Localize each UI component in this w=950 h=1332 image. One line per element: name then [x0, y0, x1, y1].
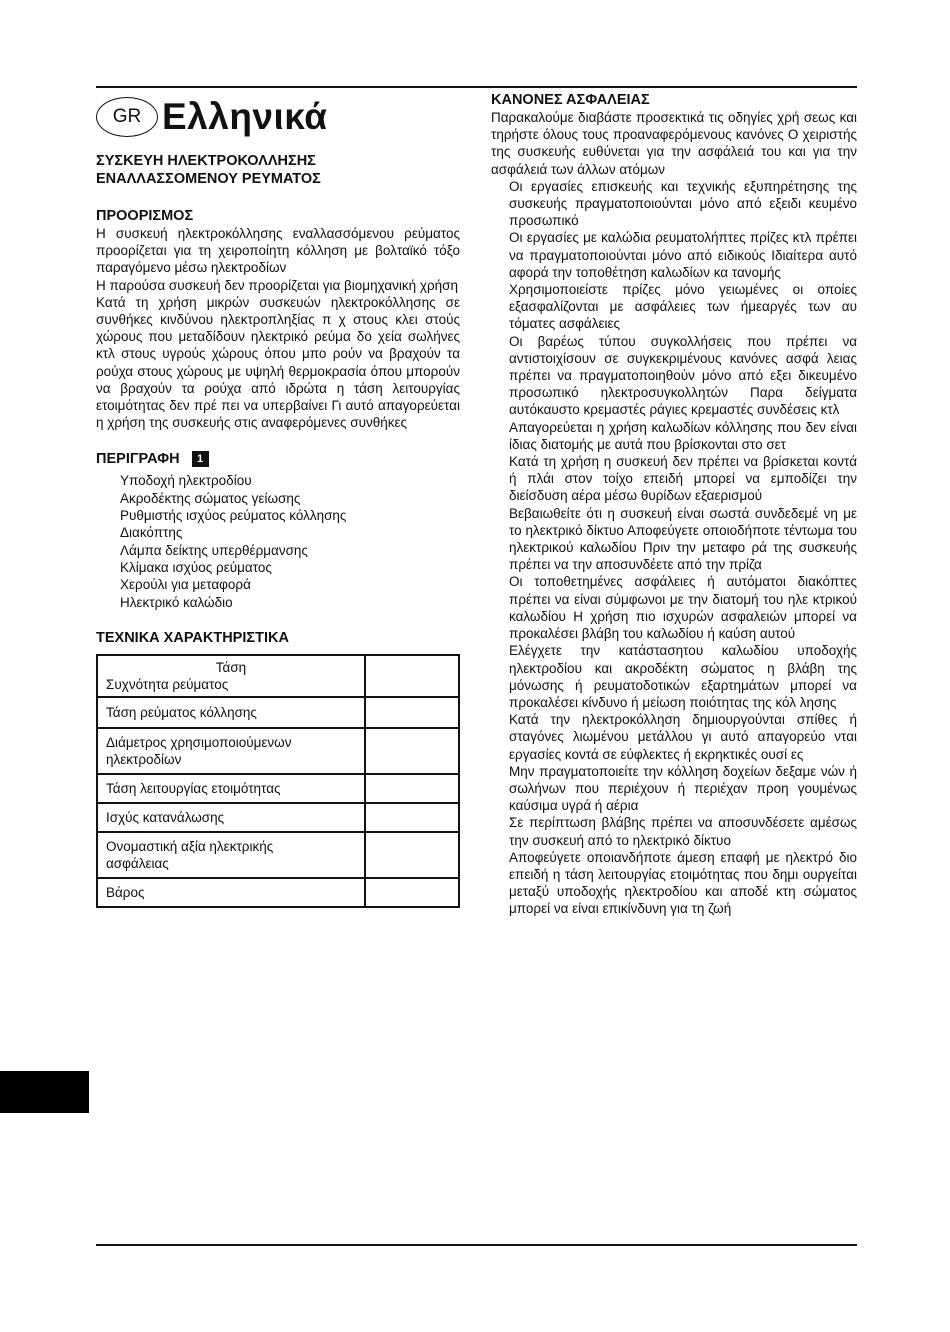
- purpose-section: [96, 207, 460, 431]
- description-item: Υποδοχή ηλεκτροδίου: [120, 473, 252, 489]
- device-title-line: ΕΝΑΛΛΑΣΣΟΜΕΝΟΥ ΡΕΥΜΑΤΟΣ: [96, 171, 321, 187]
- safety-heading: ΚΑΝΟΝΕΣ ΑΣΦΑΛΕΙΑΣ: [491, 92, 650, 108]
- spec-label-line: Διάμετρος χρησιμοποιούμενων: [106, 734, 292, 750]
- top-rule: [96, 86, 857, 88]
- safety-rules-list: [509, 178, 857, 918]
- spec-label-line: Τάση: [215, 659, 247, 675]
- description-item: Διακόπτης: [120, 525, 183, 541]
- description-item: Ακροδέκτης σώματος γείωσης: [120, 490, 301, 506]
- spec-label: [97, 697, 365, 728]
- description-item: Ρυθμιστής ισχύος ρεύματος κόλλησης: [120, 508, 347, 524]
- bottom-rule: [96, 1244, 857, 1246]
- safety-intro: Παρακαλούμε διαβάστε προσεκτικά τις οδηγίες χρή σεως και τηρήστε όλους τους προαναφερόμενους κανόνες Ο χειριστής της συσκευής ευθύνεται για την ασφάλειά του και για την ασφάλειά των άλλων ατόμων: [491, 110, 857, 177]
- spec-value: [365, 803, 459, 832]
- language-code-badge: GR: [96, 97, 158, 137]
- spec-label: [97, 803, 365, 832]
- spec-label-line: Συχνότητα ρεύματος: [106, 676, 229, 692]
- spec-value: [365, 774, 459, 803]
- spec-value: [365, 878, 459, 907]
- safety-rule: Οι εργασίες επισκευής και τεχνικής εξυπηρέτησης της συσκευής πραγματοποιούνται μόνο από εξειδι κευμένο προσωπικό: [509, 178, 857, 229]
- description-item: Χερούλι για μεταφορά: [120, 577, 251, 593]
- purpose-paragraph: Η παρούσα συσκευή δεν προορίζεται για βιομηχανική χρήση: [96, 277, 458, 293]
- spec-label: [97, 728, 365, 774]
- description-item: Ηλεκτρικό καλώδιο: [120, 594, 233, 610]
- language-title: Ελληνικά: [162, 96, 328, 137]
- safety-rule: Απαγορεύεται η χρήση καλωδίων κόλλησης που δεν είναι ίδιας διατομής με αυτά που βρίσκονται στο σετ: [509, 419, 857, 452]
- description-item: Λάμπα δείκτης υπερθέρμανσης: [120, 542, 308, 558]
- safety-rule: Οι εργασίες με καλώδια ρευματολήπτες πρίζες κτλ πρέπει να πραγματοποιούνται μόνο από ειδικούς Ιδιαίτερα αυτό αφορά την τοποθέτηση καλωδίων κα τανομής: [509, 230, 857, 280]
- safety-rule: Χρησιμοποιείστε πρίζες μόνο γειωμένες οι οποίες εξασφαλίζονται με ασφάλειες των ήμεαργές των αυ τόματες ασφάλειες: [509, 282, 857, 332]
- specs-heading: ΤΕΧΝΙΚΑ ΧΑΡΑΚΤΗΡΙΣΤΙΚΑ: [96, 629, 289, 646]
- safety-rule: Αποφεύγετε οποιανδήποτε άμεση επαφή με ηλεκτρό διο επειδή η τάση λειτουργίας ετοιμότητας που δημι ουργείται μεταξύ υποδοχής ηλεκτροδίου και αποδέ κτη σώματος μπορεί να είναι επικίνδυνη για τη ζωή: [509, 849, 857, 917]
- right-column: [491, 91, 857, 918]
- spec-label: [97, 832, 365, 878]
- spec-label-line: Τάση λειτουργίας ετοιμότητας: [106, 780, 281, 796]
- device-title: [96, 152, 460, 188]
- language-header: [96, 92, 460, 142]
- description-item: Κλίμακα ισχύος ρεύματος: [120, 559, 272, 575]
- spec-value: [365, 697, 459, 728]
- spec-label-line: Ισχύς κατανάλωσης: [106, 809, 225, 825]
- purpose-heading: ΠΡΟΟΡΙΣΜΟΣ: [96, 208, 194, 224]
- description-heading: ΠΕΡΙΓΡΑΦΗ: [96, 451, 180, 468]
- spec-value: [365, 728, 459, 774]
- table-row: [97, 655, 459, 697]
- spec-value: [365, 655, 459, 697]
- spec-label-line: ηλεκτροδίων: [106, 751, 182, 767]
- table-row: [97, 803, 459, 832]
- safety-rule: Οι βαρέως τύπου συγκολλήσεις που πρέπει να αντιστοιχίσουν σε συγκεκριμένους κανόνες ασφά λειας πρέπει να πραγματοποιηθούν μόνο από εξει δικευμένο προσωπικό ηλεκτροσυγκολλητών Παρα δείγματα αυτόκαυστο κρεμαστές ράγιες κρεμαστές συνδέσεις κτλ: [509, 333, 857, 418]
- spec-value: [365, 832, 459, 878]
- specs-section: [96, 629, 460, 908]
- description-heading-row: [96, 450, 460, 468]
- figure-reference-badge: 1: [192, 451, 209, 467]
- description-section: [96, 450, 460, 610]
- spec-label: [97, 878, 365, 907]
- spec-label-line: Τάση ρεύματος κόλλησης: [106, 704, 257, 720]
- specs-table: [96, 654, 460, 908]
- safety-rule: Κατά την ηλεκτροκόλληση δημιουργούνται σπίθες ή σταγόνες λιωμένου μετάλλου γι αυτό απαγορεύο νται εργασίες κοντά σε εύφλεκτες ή εκρηκτικές ουσί ες: [509, 712, 857, 762]
- table-row: [97, 697, 459, 728]
- safety-rule: Μην πραγματοποιείτε την κόλληση δοχείων δεξαμε νών ή σωλήνων που περιέχουν ή περιέχαν προη γουμένως καύσιμα υγρά ή αέρια: [509, 763, 857, 814]
- description-list: [120, 472, 460, 610]
- spec-label-line: Ονομαστική αξία ηλεκτρικής: [106, 838, 274, 854]
- table-row: [97, 878, 459, 907]
- safety-rule: Κατά τη χρήση η συσκευή δεν πρέπει να βρίσκεται κοντά ή πλάι στον τοίχο επειδή μπορεί να εμποδίζει την διείσδυση αέρα μέσω θυρίδων εξαερισμού: [509, 454, 857, 504]
- safety-rule: Βεβαιωθείτε ότι η συσκευή είναι σωστά συνδεδεμέ νη με το ηλεκτρικό δίκτυο Αποφεύγετε οποιοδήποτε τέντωμα του ηλεκτρικού καλωδίου Πριν την μεταφο ρά της συσκευής πρέπει να την αποσυνδέετε από την πρίζα: [509, 505, 857, 573]
- safety-rule: Σε περίπτωση βλάβης πρέπει να αποσυνδέσετε αμέσως την συσκευή από το ηλεκτρικό δίκτυο: [509, 815, 857, 848]
- safety-rule: Ελέγχετε την κατάστασητου καλωδίου υποδοχής ηλεκτροδίου και ακροδέκτη σώματος η βλάβη της μόνωσης ή ρευματοδοτικών εξαρτημάτων μπορεί να προκαλέσει κίνδυνο ή μείωση ποιότητας της κόλ λησης: [509, 643, 857, 710]
- spec-label: [97, 655, 365, 697]
- table-row: [97, 774, 459, 803]
- spec-label-line: ασφάλειας: [106, 855, 169, 871]
- table-row: [97, 832, 459, 878]
- safety-rule: Οι τοποθετημένες ασφάλειες ή αυτόματοι διακόπτες πρέπει να είναι σύμφωνοι με την διατομή του ηλε κτρικού καλωδίου Η χρήση πιο ισχυρών ασφαλειών μπορεί να προκαλέσει βλάβη του καλωδίου ή καύση αυτού: [509, 574, 857, 642]
- purpose-paragraph: Κατά τη χρήση μικρών συσκευών ηλεκτροκόλλησης σε συνθήκες κινδύνου ηλεκτροπληξίας π χ στους κλει στούς χώρους που μεταδίδουν ηλεκτρικό ρεύμα δο χεία σωλήνες κτλ στους υγρούς χώρους όπου μπο ρούν να βραχούν τα ρούχα στους χώρους με υψηλή θερμοκρασία όπου μπορούν να βραχούν τα ρούχα από ιδρώτα η τάση λειτουργίας ετοιμότητας δεν πρέ πει να υπερβαίνει Γι αυτό απαγορεύεται η χρήση της συσκευής στις αναφερόμενες συνθήκες: [96, 294, 460, 431]
- left-column: [96, 92, 460, 908]
- spec-label: [97, 774, 365, 803]
- device-title-line: ΣΥΣΚΕΥΗ ΗΛΕΚΤΡΟΚΟΛΛΗΣΗΣ: [96, 153, 316, 169]
- purpose-paragraph: Η συσκευή ηλεκτροκόλλησης εναλλασσόμενου ρεύματος προορίζεται για τη χειροποίητη κόλληση με βολταϊκό τόξο παραγόμενο μέσω ηλεκτροδίων: [96, 226, 460, 276]
- side-tab-marker: [0, 1071, 89, 1113]
- spec-label-line: Βάρος: [106, 884, 145, 900]
- table-row: [97, 728, 459, 774]
